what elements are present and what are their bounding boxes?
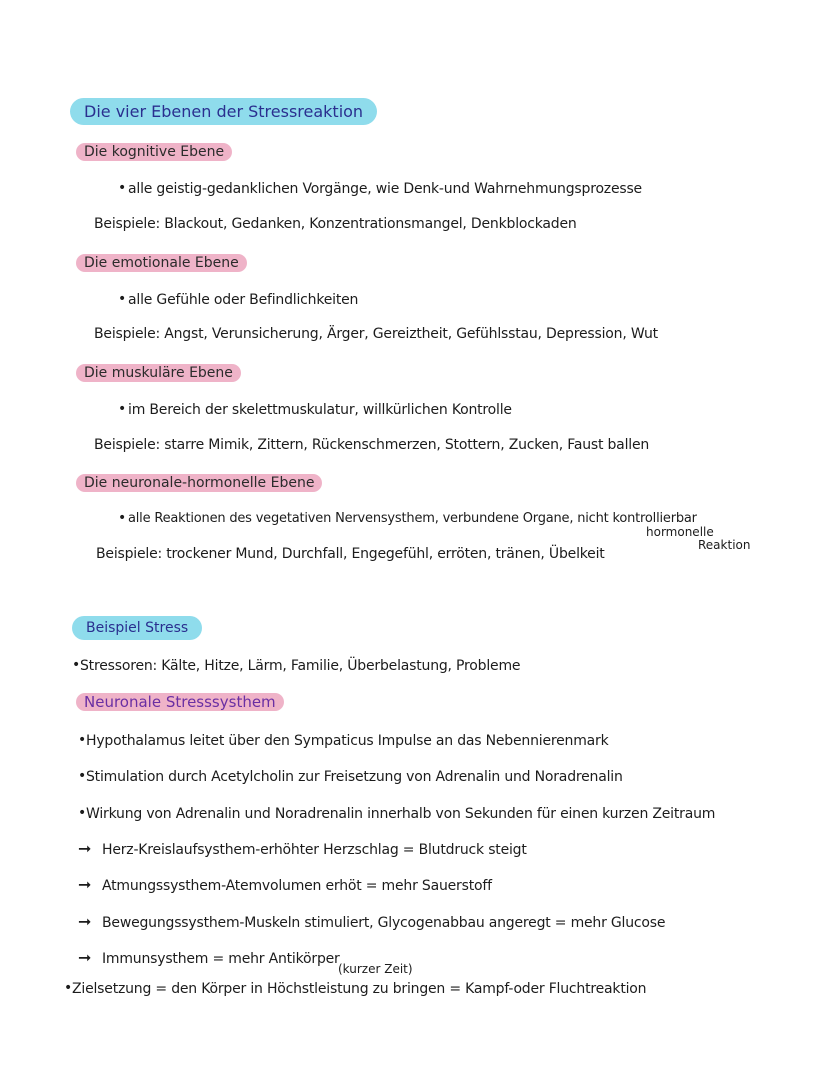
point-hypothalamus: Hypothalamus leitet über den Sympaticus Impulse an das Nebennierenmark	[86, 733, 609, 749]
effect-immune: Immunsysthem = mehr Antikörper	[102, 951, 340, 967]
level-heading-neuronal-hormonal: Die neuronale-hormonelle Ebene	[76, 474, 322, 492]
level-examples-muscular: Beispiele: starre Mimik, Zittern, Rückenschmerzen, Stottern, Zucken, Faust ballen	[94, 437, 650, 453]
level-point-neuronal-hormonal: alle Reaktionen des vegetativen Nervensysthem, verbundene Organe, nicht kontrollierbar	[128, 511, 697, 526]
bullet-dot: •	[78, 732, 87, 748]
arrow-right-icon: ➞	[78, 912, 92, 931]
bullet-dot: •	[78, 805, 87, 821]
level-examples-neuronal-hormonal: Beispiele: trockener Mund, Durchfall, Engegefühl, erröten, tränen, Übelkeit	[96, 546, 605, 562]
section-title-stress-levels: Die vier Ebenen der Stressreaktion	[70, 98, 377, 125]
subheading-neuronal-stress-system: Neuronale Stresssysthem	[76, 693, 284, 711]
effect-respiratory: Atmungssysthem-Atemvolumen erhöt = mehr Sauerstoff	[102, 878, 492, 894]
bullet-dot: •	[72, 657, 81, 673]
point-effect: Wirkung von Adrenalin und Noradrenalin innerhalb von Sekunden für einen kurzen Zeitraum	[86, 806, 716, 822]
level-examples-cognitive: Beispiele: Blackout, Gedanken, Konzentrationsmangel, Denkblockaden	[94, 216, 577, 232]
bullet-dot: •	[118, 291, 127, 307]
arrow-right-icon: ➞	[78, 839, 92, 858]
section-title-example-stress: Beispiel Stress	[72, 616, 202, 640]
note-hormonal: hormonelle	[646, 525, 714, 539]
level-point-cognitive: alle geistig-gedanklichen Vorgänge, wie Denk-und Wahrnehmungsprozesse	[128, 181, 642, 197]
note-short-time: (kurzer Zeit)	[338, 962, 413, 976]
level-point-muscular: im Bereich der skelettmuskulatur, willkürlichen Kontrolle	[128, 402, 512, 418]
goal-line: Zielsetzung = den Körper in Höchstleistung zu bringen = Kampf-oder Fluchtreaktion	[72, 981, 647, 997]
level-examples-emotional: Beispiele: Angst, Verunsicherung, Ärger, Gereiztheit, Gefühlsstau, Depression, Wut	[94, 326, 658, 342]
arrow-right-icon: ➞	[78, 875, 92, 894]
bullet-dot: •	[78, 768, 87, 784]
stressors-line: Stressoren: Kälte, Hitze, Lärm, Familie, Überbelastung, Probleme	[80, 658, 521, 674]
arrow-right-icon: ➞	[78, 948, 92, 967]
point-stimulation: Stimulation durch Acetylcholin zur Freisetzung von Adrenalin und Noradrenalin	[86, 769, 623, 785]
effect-cardiovascular: Herz-Kreislaufsysthem-erhöhter Herzschlag = Blutdruck steigt	[102, 842, 527, 858]
bullet-dot: •	[118, 510, 127, 526]
level-heading-muscular: Die muskuläre Ebene	[76, 364, 241, 382]
level-heading-emotional: Die emotionale Ebene	[76, 254, 247, 272]
bullet-dot: •	[64, 980, 73, 996]
level-point-emotional: alle Gefühle oder Befindlichkeiten	[128, 292, 359, 308]
bullet-dot: •	[118, 401, 127, 417]
bullet-dot: •	[118, 180, 127, 196]
note-reaction: Reaktion	[698, 538, 751, 552]
effect-musculoskeletal: Bewegungssysthem-Muskeln stimuliert, Glycogenabbau angeregt = mehr Glucose	[102, 915, 666, 931]
level-heading-cognitive: Die kognitive Ebene	[76, 143, 232, 161]
